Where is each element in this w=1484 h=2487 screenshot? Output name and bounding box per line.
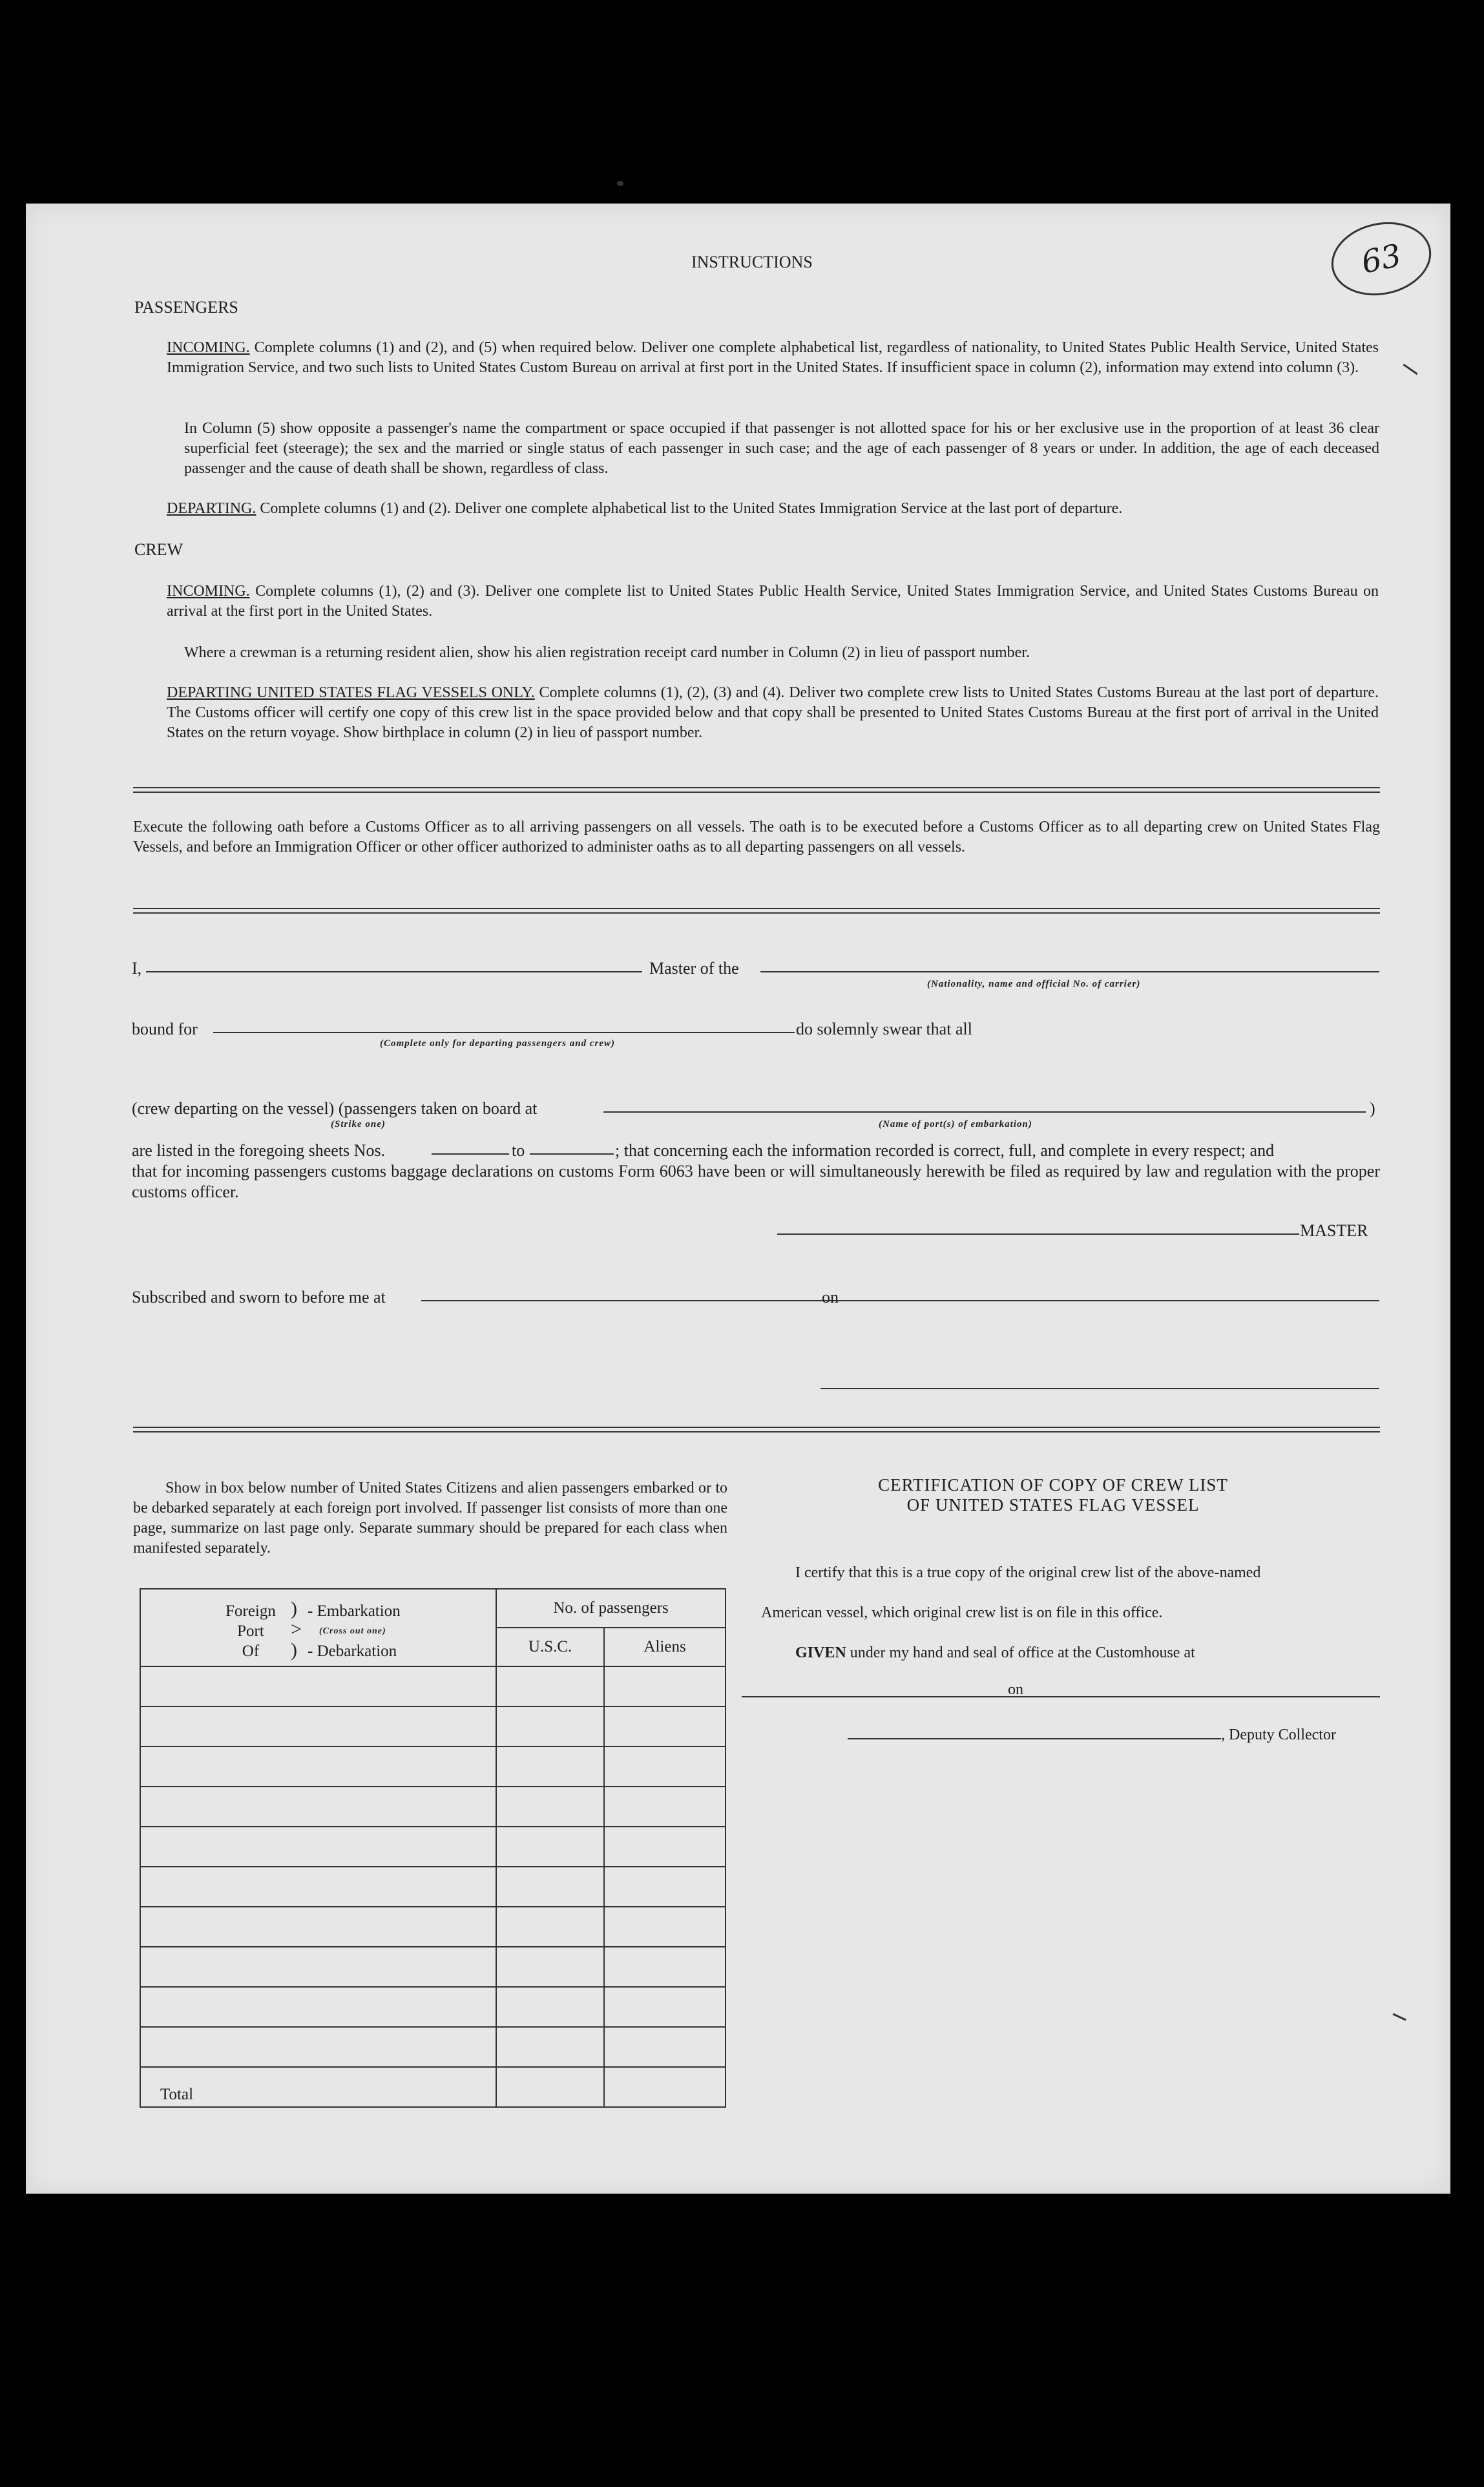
summary-instructions: Show in box below number of United States Citizens and alien passengers embarked or to be debarked separately at each foreign port involved. If passenger list consists of more than one page, summarize on last page only. Separate summary should be prepared for each class when manifested separately. [133, 1480, 727, 1557]
passenger-summary-table [140, 1588, 726, 2108]
usc-cell[interactable] [496, 1706, 604, 1747]
usc-cell[interactable] [496, 1787, 604, 1827]
crew-incoming-label: INCOMING. [167, 583, 250, 600]
crew-resident-paragraph: Where a crewman is a returning resident alien, show his alien registration receipt card number in Column (2) in lieu of passport number. [184, 644, 1030, 661]
table-row [140, 1787, 726, 1827]
aliens-cell[interactable] [604, 1827, 726, 1867]
brace-icon: ) > ) [291, 1598, 302, 1661]
port-cell[interactable] [140, 1867, 496, 1907]
customhouse-field[interactable] [742, 1696, 1032, 1697]
sworn-date-field[interactable] [841, 1300, 1379, 1301]
usc-cell[interactable] [496, 1747, 604, 1787]
oath-continuation: that for incoming passengers customs baggage declarations on customs Form 6063 have been or will simultaneously herewith be filed as required by law and regulation with the proper customs officer. [132, 1162, 1380, 1201]
total-label: Total [140, 2067, 496, 2107]
circled-page-number: 63 [1324, 213, 1438, 304]
table-row [140, 1907, 726, 1947]
crew-departing-label-oath: (crew departing on the vessel) (passengers taken on board at [132, 1099, 538, 1118]
given-text: under my hand and seal of office at the Customhouse at [850, 1644, 1195, 1661]
carrier-field[interactable] [760, 971, 1379, 972]
master-of-label: Master of the [649, 959, 739, 978]
deputy-collector-label: , Deputy Collector [1221, 1726, 1336, 1743]
solemnly-swear-label: do solemnly swear that all [796, 1020, 972, 1038]
bound-for-field[interactable] [213, 1032, 795, 1033]
port-cell[interactable] [140, 1666, 496, 1706]
table-row [140, 1706, 726, 1747]
port-cell[interactable] [140, 1827, 496, 1867]
divider [133, 908, 1380, 914]
certify-text: I certify that this is a true copy of the original crew list of the above-named [795, 1564, 1261, 1581]
vessel-text: American vessel, which original crew list is on file in this office. [761, 1604, 1163, 1621]
aliens-cell[interactable] [604, 1787, 726, 1827]
cross-out-caption: (Cross out one) [319, 1626, 386, 1636]
aliens-cell[interactable] [604, 1867, 726, 1907]
usc-cell[interactable] [496, 1907, 604, 1947]
usc-cell[interactable] [496, 1666, 604, 1706]
usc-cell[interactable] [496, 1987, 604, 2027]
crew-heading: CREW [134, 540, 183, 559]
certification-heading-line2: OF UNITED STATES FLAG VESSEL [906, 1495, 1200, 1515]
table-row [140, 1867, 726, 1907]
total-row [140, 2067, 726, 2107]
certification-heading [788, 1475, 1318, 1515]
port-cell[interactable] [140, 1787, 496, 1827]
listed-prefix: are listed in the foregoing sheets Nos. [132, 1141, 386, 1160]
passengers-incoming-label: INCOMING. [167, 339, 250, 356]
port-cell[interactable] [140, 1907, 496, 1947]
bound-caption: (Complete only for departing passengers and crew) [380, 1038, 615, 1049]
master-name-field[interactable] [146, 971, 642, 972]
foreign-label: Foreign [225, 1602, 276, 1620]
sheet-from-field[interactable] [432, 1153, 509, 1155]
foreign-port-header [140, 1589, 496, 1666]
sheet-to-field[interactable] [530, 1153, 614, 1155]
form-sheet [26, 204, 1450, 2194]
sworn-place-field[interactable] [421, 1300, 841, 1301]
divider [133, 1427, 1380, 1432]
table-row [140, 1827, 726, 1867]
usc-cell[interactable] [496, 2027, 604, 2067]
aliens-cell[interactable] [604, 1706, 726, 1747]
divider [133, 787, 1380, 793]
oath-i-label: I, [132, 959, 142, 978]
of-label: Of [242, 1642, 260, 1660]
passengers-departing-text: Complete columns (1) and (2). Deliver one complete alphabetical list to the United States Immigration Service at the last port of departure. [260, 500, 1123, 517]
debarkation-label: - Debarkation [308, 1642, 397, 1660]
carrier-caption: (Nationality, name and official No. of carrier) [927, 979, 1141, 989]
embarkation-label: - Embarkation [308, 1602, 401, 1620]
passengers-count-header: No. of passengers [496, 1589, 726, 1628]
film-speck [617, 181, 623, 186]
crew-departing-text: Complete columns (1), (2), (3) and (4). Deliver two complete crew lists to United States Customs Bureau at the last port of departure. The Customs officer will certify one copy of this crew list in the space provided below and that copy shall be presented to United States Customs Bureau at the first port of arrival in the United States on the return voyage. Show birthplace in column (2) in lieu of passport number. [167, 684, 1379, 741]
crew-departing-paragraph [167, 683, 1379, 743]
usc-header: U.S.C. [496, 1628, 604, 1666]
page-title: INSTRUCTIONS [691, 253, 813, 271]
aliens-cell[interactable] [604, 1987, 726, 2027]
passengers-heading: PASSENGERS [134, 298, 238, 317]
given-paragraph [795, 1643, 1195, 1663]
aliens-total-cell[interactable] [604, 2067, 726, 2107]
oath-instructions: Execute the following oath before a Customs Officer as to all arriving passengers on all vessels. The oath is to be executed before a Customs Officer as to all departing crew on United States Flag Vessels, and before an Immigration Officer or other officer authorized to administer oaths as to all departing passengers on all vessels. [133, 819, 1380, 855]
crew-departing-label: DEPARTING UNITED STATES FLAG VESSELS ONLY. [167, 684, 535, 701]
port-cell[interactable] [140, 1987, 496, 2027]
aliens-cell[interactable] [604, 1666, 726, 1706]
strike-one-caption: (Strike one) [331, 1119, 386, 1129]
stray-mark [1403, 364, 1417, 375]
port-cell[interactable] [140, 1706, 496, 1747]
master-signature-field[interactable] [777, 1233, 1299, 1235]
stray-mark [1392, 2013, 1406, 2020]
aliens-cell[interactable] [604, 1947, 726, 1987]
certification-heading-line1: CERTIFICATION OF COPY OF CREW LIST [878, 1475, 1228, 1495]
usc-total-cell[interactable] [496, 2067, 604, 2107]
port-caption: (Name of port(s) of embarkation) [879, 1119, 1032, 1129]
usc-cell[interactable] [496, 1827, 604, 1867]
crew-incoming-paragraph [167, 582, 1379, 622]
column5-paragraph: In Column (5) show opposite a passenger's name the compartment or space occupied if that passenger is not allotted space for his or her exclusive use in the proportion of at least 36 clear superficial feet (steerage); the sex and the married or single status of each passenger in such case; and the age of each passenger of 8 years or under. In addition, the age of each deceased passenger and the cause of death shall be shown, regardless of class. [184, 420, 1379, 477]
passengers-incoming-paragraph [167, 338, 1379, 378]
to-label: to [512, 1141, 525, 1160]
port-label: Port [237, 1622, 264, 1640]
usc-cell[interactable] [496, 1947, 604, 1987]
table-row [140, 1747, 726, 1787]
port-cell[interactable] [140, 1947, 496, 1987]
table-row [140, 1666, 726, 1706]
table-row [140, 2027, 726, 2067]
bound-for-label: bound for [132, 1020, 198, 1038]
crew-incoming-text: Complete columns (1), (2) and (3). Deliver one complete list to United States Public Health Service, United States Immigration Service, and United States Customs Bureau on arrival at the first port in the United States. [167, 583, 1379, 620]
aliens-cell[interactable] [604, 1907, 726, 1947]
usc-cell[interactable] [496, 1867, 604, 1907]
port-cell[interactable] [140, 2027, 496, 2067]
listed-rest: ; that concerning each the information recorded is correct, full, and complete in every respect; and [615, 1141, 1275, 1160]
officer-signature-field[interactable] [820, 1388, 1379, 1389]
given-label: GIVEN [795, 1644, 846, 1661]
table-row [140, 1987, 726, 2027]
subscribed-label: Subscribed and sworn to before me at [132, 1288, 386, 1306]
embarkation-port-field[interactable] [603, 1111, 1366, 1113]
cert-on-label: on [1008, 1681, 1023, 1698]
on-label: on [822, 1288, 839, 1306]
passengers-departing-label: DEPARTING. [167, 500, 256, 517]
master-label: MASTER [1300, 1221, 1368, 1240]
port-cell[interactable] [140, 1747, 496, 1787]
passengers-incoming-text: Complete columns (1) and (2), and (5) when required below. Deliver one complete alphabetical list, regardless of nationality, to United States Public Health Service, United States Immigration Service, and two such lists to United States Custom Bureau on arrival at first port in the United States. If insufficient space in column (2), information may extend into column (3). [167, 339, 1379, 376]
cert-date-field[interactable] [1032, 1696, 1380, 1697]
close-paren: ) [1370, 1099, 1375, 1118]
aliens-header: Aliens [604, 1628, 726, 1666]
deputy-signature-field[interactable] [848, 1738, 1221, 1739]
passengers-departing-paragraph [167, 499, 1379, 519]
aliens-cell[interactable] [604, 1747, 726, 1787]
table-row [140, 1947, 726, 1987]
aliens-cell[interactable] [604, 2027, 726, 2067]
